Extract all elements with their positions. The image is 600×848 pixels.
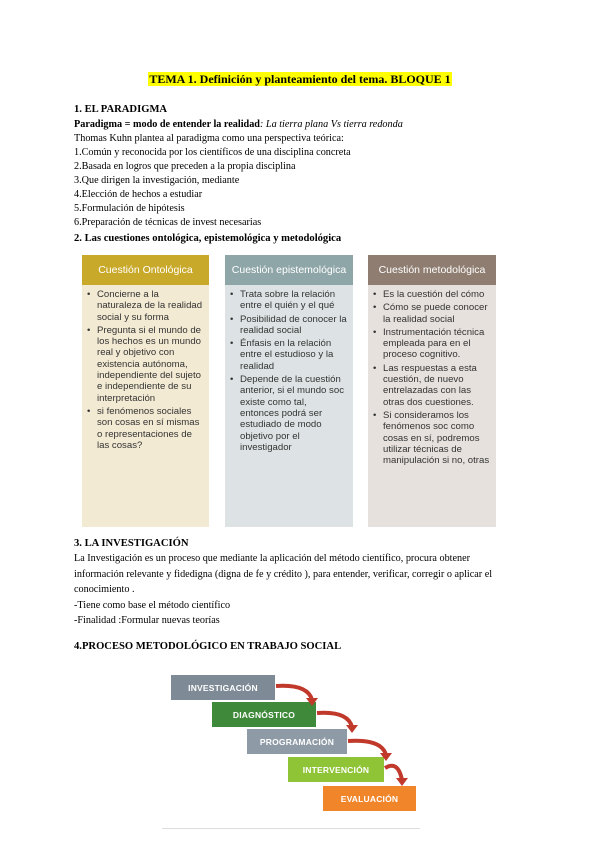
arrow-head-icon — [396, 778, 408, 786]
list-item: • Es la cuestión del cómo — [372, 289, 490, 300]
column-ontologica-header: Cuestión Ontológica — [82, 255, 209, 285]
step-programacion: PROGRAMACIÓN — [247, 729, 347, 754]
investigacion-paragraph-line1: La Investigación es un proceso que mediante la aplicación del método científico, procura obtener — [74, 553, 471, 564]
list-item: • Cómo se puede conocer la realidad social — [372, 302, 490, 325]
investigacion-point-1: -Tiene como base el método científico — [74, 600, 231, 611]
step-evaluacion: EVALUACIÓN — [323, 786, 416, 811]
list-item: • Énfasis en la relación entre el estudioso y la realidad — [229, 338, 347, 372]
list-item: • Instrumentación técnica empleada para en el proceso cognitivo. — [372, 327, 490, 361]
list-item: • Concierne a la naturaleza de la realidad social y su forma — [86, 289, 203, 323]
section1-heading: 1. EL PARADIGMA — [74, 104, 168, 115]
list-item: • Las respuestas a esta cuestión, de nuevo entrelazadas con las otras dos cuestiones. — [372, 363, 490, 408]
investigacion-paragraph-line2: información relevante y fidedigna (digna de fe y crédito ), para entender, verificar, corregir o aplicar el — [74, 569, 493, 580]
paradigm-item-1: 1.Común y reconocida por los científicos de una disciplina concreta — [74, 147, 351, 158]
list-item: • Pregunta si el mundo de los hechos es un mundo real y objetivo con existencia autónoma, independiente del sujeto e independiente de su interpretación — [86, 325, 203, 404]
paradigm-example: : La tierra plana Vs tierra redonda — [259, 119, 403, 130]
list-item: • Posibilidad de conocer la realidad social — [229, 314, 347, 337]
list-item: • si fenómenos sociales son cosas en sí mismas o representaciones de las cosas? — [86, 406, 203, 451]
kuhn-intro: Thomas Kuhn plantea al paradigma como una perspectiva teórica: — [74, 133, 344, 144]
paradigm-item-3: 3.Que dirigen la investigación, mediante — [74, 175, 240, 186]
arrow-head-icon — [380, 753, 392, 761]
paradigm-definition-bold: Paradigma = modo de entender la realidad — [74, 119, 260, 130]
section3-heading: 3. LA INVESTIGACIÓN — [74, 538, 189, 549]
paradigm-item-2: 2.Basada en logros que preceden a la propia disciplina — [74, 161, 296, 172]
step-diagnostico: DIAGNÓSTICO — [212, 702, 316, 727]
document-title: TEMA 1. Definición y planteamiento del tema. BLOQUE 1 — [149, 72, 451, 86]
arrow-head-icon — [346, 725, 358, 733]
step-investigacion: INVESTIGACIÓN — [171, 675, 275, 700]
list-item: • Trata sobre la relación entre el quién y el qué — [229, 289, 347, 312]
diagram-baseline — [162, 828, 420, 829]
paradigm-item-6: 6.Preparación de técnicas de invest necesarias — [74, 217, 262, 228]
column-metodologica-header: Cuestión metodológica — [368, 255, 496, 285]
column-epistemologica-header: Cuestión epistemológica — [225, 255, 353, 285]
arrow-icon — [385, 766, 402, 780]
section2-heading: 2. Las cuestiones ontológica, epistemológica y metodológica — [74, 233, 342, 244]
section4-heading: 4.PROCESO METODOLÓGICO EN TRABAJO SOCIAL — [74, 641, 342, 652]
arrow-icon — [317, 713, 352, 727]
arrow-icon — [276, 686, 312, 700]
step-intervencion: INTERVENCIÓN — [288, 757, 384, 782]
investigacion-paragraph-line3: conocimiento . — [74, 584, 135, 595]
list-item: • Si consideramos los fenómenos soc como cosas en sí, podremos utilizar técnicas de manipulación si no, otras — [372, 410, 490, 466]
arrow-icon — [348, 741, 386, 755]
paradigm-item-5: 5.Formulación de hipótesis — [74, 203, 185, 214]
investigacion-point-2: -Finalidad :Formular nuevas teorías — [74, 615, 220, 626]
list-item: • Depende de la cuestión anterior, si el mundo soc existe como tal, entonces podrá ser estudiado de modo objetivo por el investigador — [229, 374, 347, 453]
arrow-head-icon — [306, 698, 318, 706]
paradigm-item-4: 4.Elección de hechos a estudiar — [74, 189, 203, 200]
